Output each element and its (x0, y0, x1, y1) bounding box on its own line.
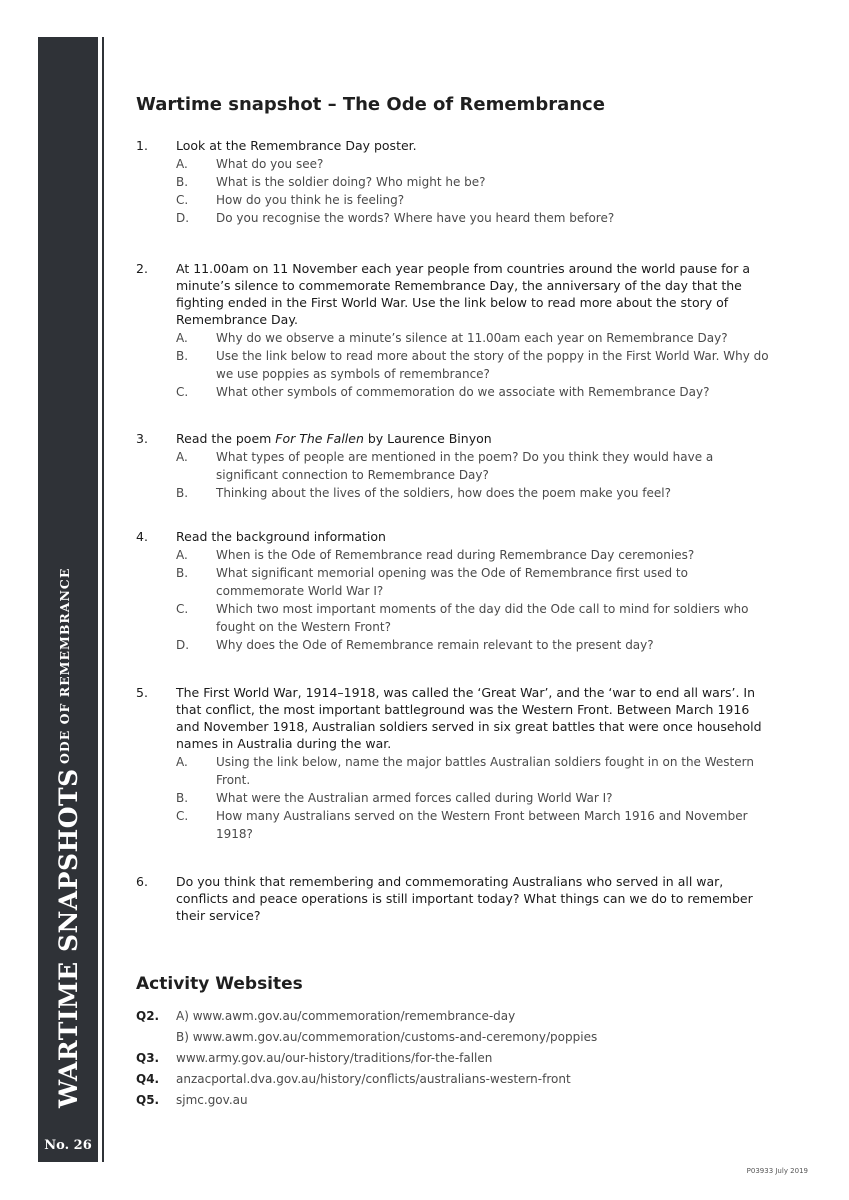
sub-question (136, 636, 776, 654)
sub-text: What other symbols of commemoration do we associate with Remembrance Day? (216, 385, 710, 399)
website-row (136, 1048, 776, 1069)
question-6 (136, 873, 776, 924)
sub-letter: C. (176, 602, 189, 616)
question-text: Look at the Remembrance Day poster. (176, 138, 417, 153)
series-title: WARTIME SNAPSHOTS (54, 768, 83, 1108)
question-text-end: by Laurence Binyon (363, 431, 492, 446)
website-link[interactable]: www.army.gov.au/our-history/traditions/for-the-fallen (176, 1051, 493, 1065)
website-link[interactable]: anzacportal.dva.gov.au/history/conflicts/australians-western-front (176, 1072, 571, 1086)
website-question-ref: Q5. (136, 1093, 160, 1107)
sub-letter: B. (176, 486, 189, 500)
sub-question (136, 546, 776, 564)
page-title: Wartime snapshot – The Ode of Remembrance (136, 94, 605, 115)
sub-letter: B. (176, 175, 189, 189)
sub-question-list (136, 753, 776, 843)
sub-text: What were the Australian armed forces called during World War I? (216, 791, 613, 805)
question-number: 6. (136, 874, 148, 889)
website-question-ref: Q4. (136, 1072, 160, 1086)
website-row (136, 1090, 776, 1111)
issue-number: No. 26 (44, 1138, 92, 1153)
sub-question-list (136, 546, 776, 654)
question-text-start: Read the poem (176, 431, 276, 446)
website-question-ref: Q3. (136, 1051, 160, 1065)
sub-question (136, 191, 776, 209)
question-5 (136, 684, 776, 843)
sub-text: Do you recognise the words? Where have you heard them before? (216, 211, 615, 225)
sub-question-list (136, 155, 776, 227)
sub-letter: D. (176, 211, 190, 225)
sub-letter: B. (176, 791, 189, 805)
sub-question-list (136, 448, 776, 502)
sub-letter: B. (176, 566, 189, 580)
website-question-ref: Q2. (136, 1009, 160, 1023)
sub-question (136, 484, 776, 502)
sub-letter: C. (176, 193, 189, 207)
question-text (176, 430, 776, 447)
website-row (136, 1027, 776, 1048)
sub-text: Use the link below to read more about the story of the poppy in the First World War. Why do we use poppies as symbols of remembrance? (216, 349, 769, 381)
sub-question (136, 789, 776, 807)
sidebar-divider (102, 37, 104, 1162)
poem-title: For The Fallen (275, 431, 364, 446)
document-code: P03933 July 2019 (746, 1167, 808, 1175)
sub-text: What do you see? (216, 157, 324, 171)
sub-letter: B. (176, 349, 189, 363)
website-link[interactable]: B) www.awm.gov.au/commemoration/customs-and-ceremony/poppies (176, 1030, 598, 1044)
question-text: Do you think that remembering and commemorating Australians who served in all war, conflicts and peace operations is still important today? What things can we do to remember their service? (176, 874, 753, 923)
sub-question (136, 155, 776, 173)
question-number: 1. (136, 138, 148, 153)
question-1 (136, 137, 776, 227)
question-number: 2. (136, 261, 148, 276)
question-number: 3. (136, 431, 148, 446)
sub-text: How do you think he is feeling? (216, 193, 405, 207)
sub-question (136, 209, 776, 227)
sub-letter: A. (176, 450, 188, 464)
sub-question (136, 807, 776, 843)
website-row (136, 1069, 776, 1090)
question-text: The First World War, 1914–1918, was called the ‘Great War’, and the ‘war to end all wars’. In that conflict, the most important battleground was the Western Front. Between March 1916 and November 1918, Australian soldiers served in six great battles that were once household names in Australia during the war. (176, 685, 762, 751)
sub-text: Why do we observe a minute’s silence at 11.00am each year on Remembrance Day? (216, 331, 728, 345)
sub-question (136, 329, 776, 347)
sub-text: What types of people are mentioned in the poem? Do you think they would have a significant connection to Remembrance Day? (216, 450, 714, 482)
question-number: 4. (136, 529, 148, 544)
question-number: 5. (136, 685, 148, 700)
sub-text: How many Australians served on the Western Front between March 1916 and November 1918? (216, 809, 748, 841)
sub-text: Using the link below, name the major battles Australian soldiers fought in on the Western Front. (216, 755, 754, 787)
sub-letter: A. (176, 755, 188, 769)
sub-question-list (136, 329, 776, 401)
question-text: At 11.00am on 11 November each year people from countries around the world pause for a minute’s silence to commemorate Remembrance Day, the anniversary of the day that the fighting ended in the First World War. Use the link below to read more about the story of Remembrance Day. (176, 261, 750, 327)
activity-websites-list (136, 1006, 776, 1111)
sub-question (136, 448, 776, 484)
sub-text: Why does the Ode of Remembrance remain relevant to the present day? (216, 638, 654, 652)
question-3 (136, 430, 776, 502)
sub-question (136, 347, 776, 383)
sub-letter: A. (176, 157, 188, 171)
sub-question (136, 173, 776, 191)
sub-text: What is the soldier doing? Who might he be? (216, 175, 486, 189)
website-link[interactable]: A) www.awm.gov.au/commemoration/remembrance-day (176, 1009, 516, 1023)
sub-letter: C. (176, 809, 189, 823)
sub-letter: A. (176, 331, 188, 345)
sub-question (136, 753, 776, 789)
sub-letter: A. (176, 548, 188, 562)
sub-question (136, 383, 776, 401)
question-2 (136, 260, 776, 401)
topic-title: ODE OF REMEMBRANCE (57, 567, 72, 764)
question-text: Read the background information (176, 529, 386, 544)
activity-websites-title: Activity Websites (136, 974, 303, 994)
sub-question (136, 600, 776, 636)
sub-text: Which two most important moments of the day did the Ode call to mind for soldiers who fought on the Western Front? (216, 602, 749, 634)
question-4 (136, 528, 776, 654)
sub-text: When is the Ode of Remembrance read during Remembrance Day ceremonies? (216, 548, 695, 562)
sub-letter: C. (176, 385, 189, 399)
sub-text: Thinking about the lives of the soldiers, how does the poem make you feel? (216, 486, 671, 500)
sub-text: What significant memorial opening was the Ode of Remembrance first used to commemorate World War I? (216, 566, 688, 598)
website-row (136, 1006, 776, 1027)
sub-letter: D. (176, 638, 190, 652)
website-link[interactable]: sjmc.gov.au (176, 1093, 248, 1107)
sub-question (136, 564, 776, 600)
